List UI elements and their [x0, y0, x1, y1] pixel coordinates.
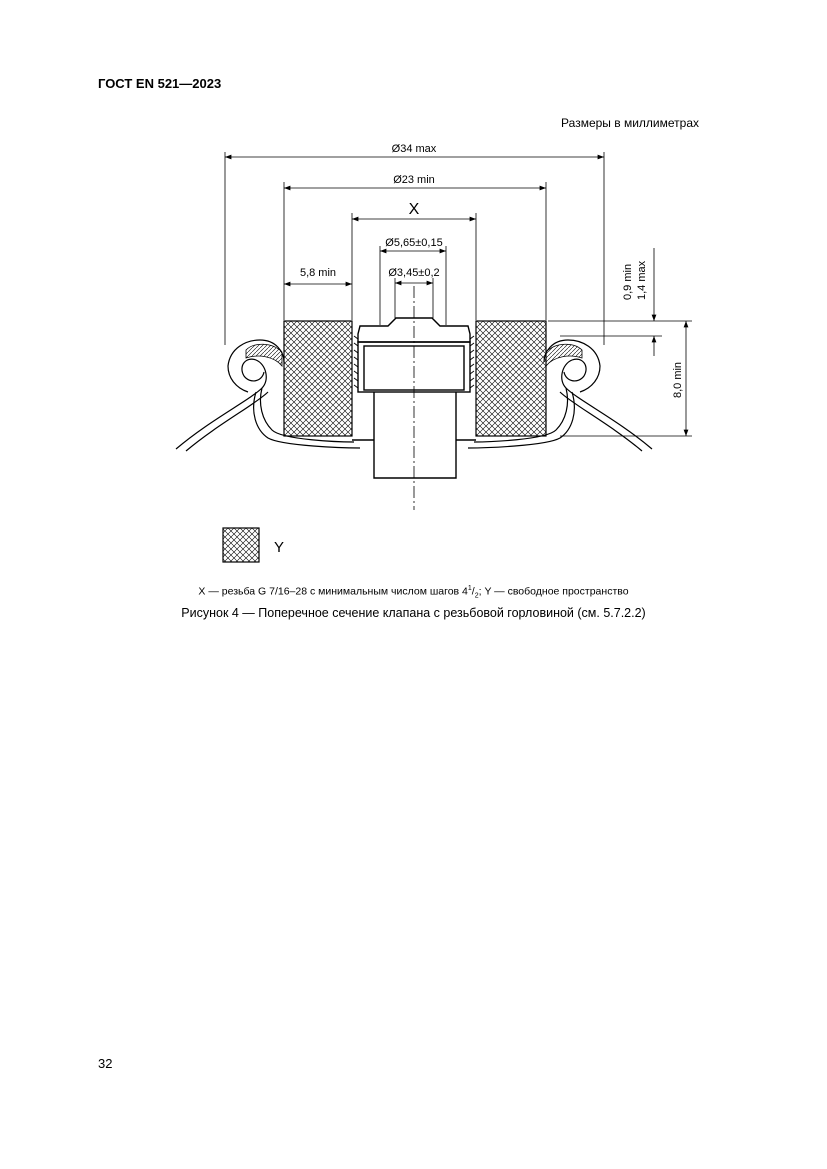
dimension-d565 [380, 237, 446, 325]
dimension-d345-label: Ø3,45±0,2 [388, 267, 440, 279]
figure-caption: Рисунок 4 — Поперечное сечение клапана с резьбовой горловиной (см. 5.7.2.2) [181, 606, 646, 620]
units-note: Размеры в миллиметрах [561, 116, 699, 130]
free-space-left [284, 321, 352, 436]
dimension-h80-label: 8,0 min [672, 361, 684, 399]
page-number: 32 [98, 1056, 113, 1071]
left-gasket [246, 344, 282, 366]
legend-swatch [223, 528, 259, 562]
free-space-right [476, 321, 546, 436]
dimension-d23-label: Ø23 min [393, 174, 435, 186]
document-header: ГОСТ EN 521—2023 [98, 76, 222, 91]
dimension-h14-label: 1,4 max [636, 260, 648, 300]
legend-y-label: Y [274, 539, 285, 556]
dimension-height-right [548, 248, 692, 436]
dimension-d34-label: Ø34 max [391, 143, 437, 155]
dimension-w58-label: 5,8 min [299, 267, 337, 279]
dimension-x-label: X [408, 201, 420, 218]
dimension-h09-label: 0,9 min [622, 263, 634, 300]
legend-note: X — резьба G 7/16–28 с минимальным числом шагов $4^1/_2$; Y — свободное пространство [198, 585, 629, 600]
dimension-d565-label: Ø5,65±0,15 [385, 237, 443, 249]
dimension-w58 [284, 267, 352, 284]
right-gasket [546, 344, 582, 366]
